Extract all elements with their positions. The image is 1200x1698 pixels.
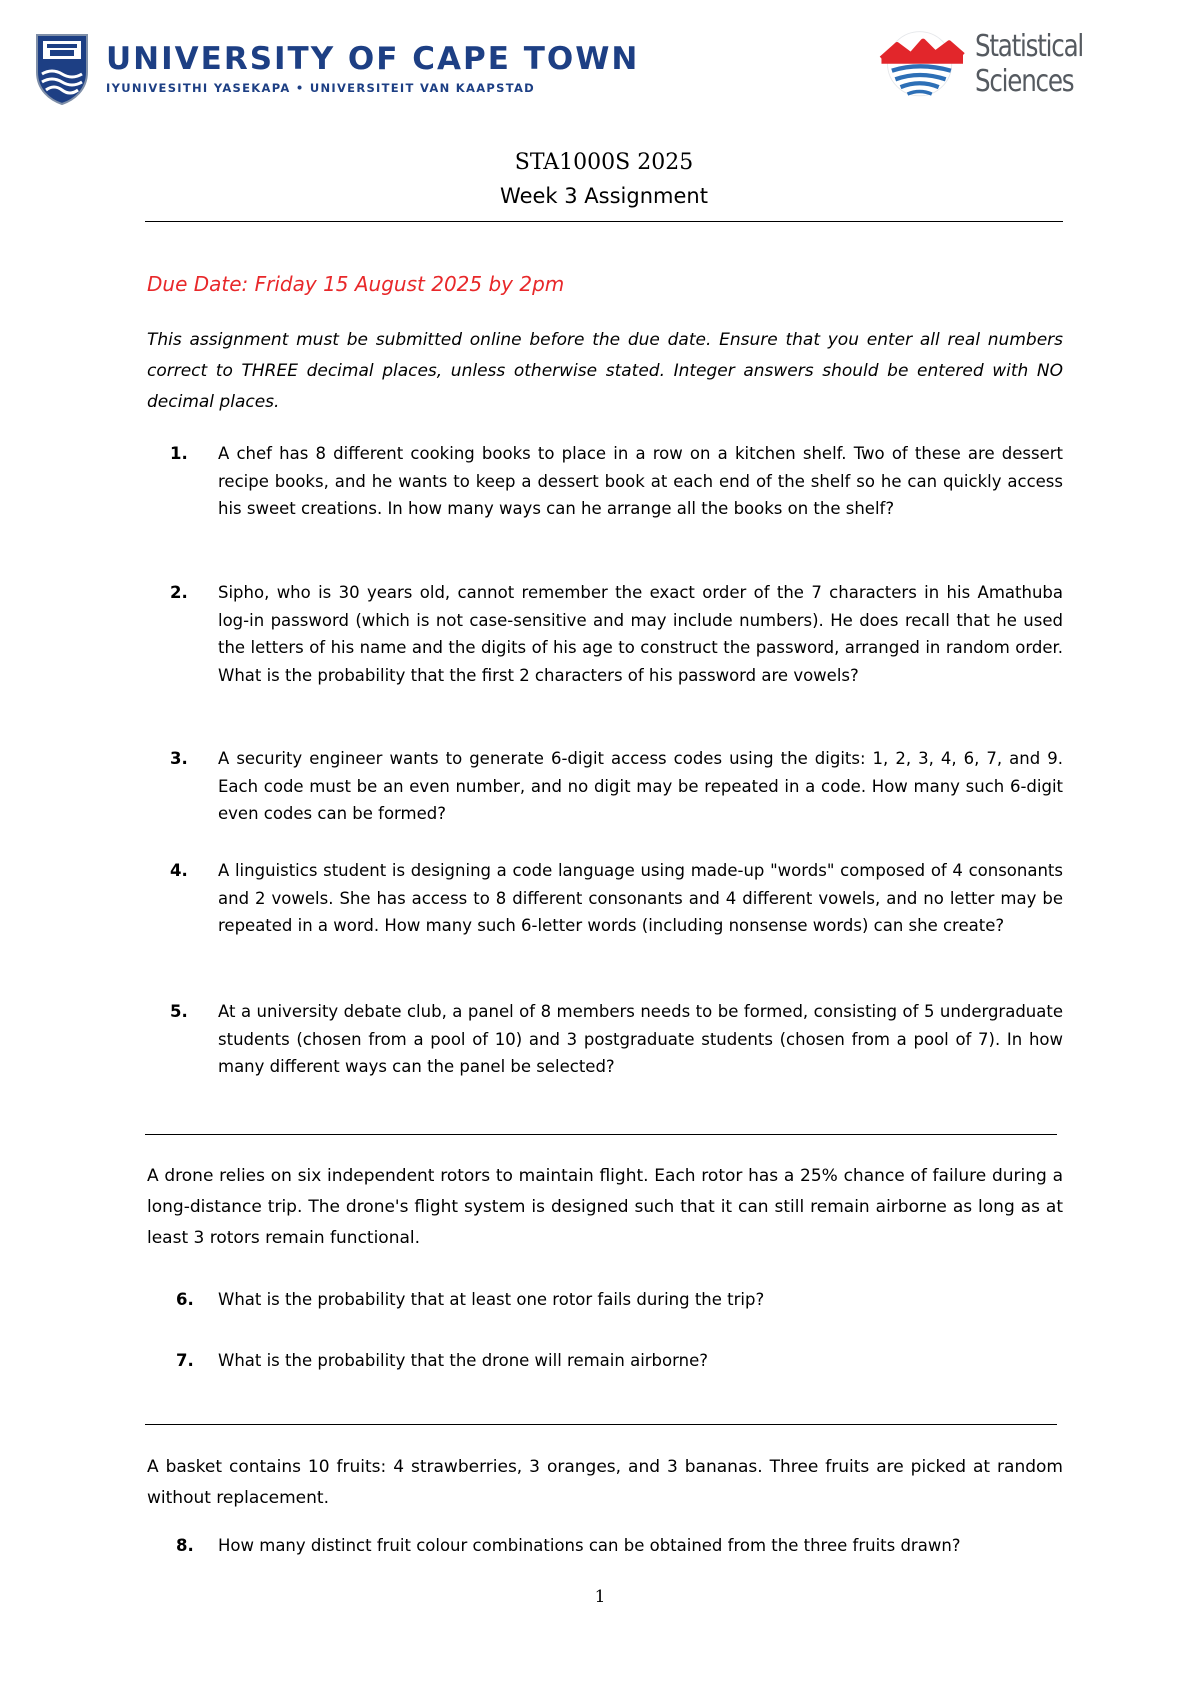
question-2 — [170, 579, 1063, 689]
question-number: 2. — [170, 583, 188, 602]
question-text: What is the probability that at least one rotor fails during the trip? — [218, 1290, 765, 1309]
university-subtitle: IYUNIVESITHI YASEKAPA • UNIVERSITEIT VAN KAAPSTAD — [106, 80, 536, 95]
course-code: STA1000S 2025 — [514, 150, 694, 175]
page-number: 1 — [594, 1587, 606, 1607]
uct-logo — [34, 32, 639, 106]
question-number: 6. — [176, 1290, 194, 1309]
question-text: A security engineer wants to generate 6-digit access codes using the digits: 1, 2, 3, 4, 6, 7, and 9. Each code must be an even number, and no digit may be repeated in a code. How many such 6-digit even codes can be formed? — [218, 749, 1063, 823]
fruit-intro: A basket contains 10 fruits: 4 strawberries, 3 oranges, and 3 bananas. Three fruits are picked at random without replacement. — [147, 1457, 1063, 1508]
question-1 — [170, 440, 1063, 523]
question-text: Sipho, who is 30 years old, cannot remember the exact order of the 7 characters in his Amathuba log-in password (which is not case-sensitive and may include numbers). He does recall that he used the letters of his name and the digits of his age to construct the password, arranged in random order. What is the probability that the first 2 characters of his password are vowels? — [218, 583, 1063, 685]
question-number: 5. — [170, 1002, 188, 1021]
question-4 — [170, 857, 1063, 940]
question-text: At a university debate club, a panel of 8 members needs to be formed, consisting of 5 undergraduate students (chosen from a pool of 10) and 3 postgraduate students (chosen from a pool of 7). In how many different ways can the panel be selected? — [218, 1002, 1063, 1076]
question-text: A linguistics student is designing a code language using made-up "words" composed of 4 consonants and 2 vowels. She has access to 8 different consonants and 4 different vowels, and no letter may be repeated in a word. How many such 6-letter words (including nonsense words) can she create? — [218, 861, 1063, 935]
section-divider — [145, 1134, 1057, 1135]
question-number: 4. — [170, 861, 188, 880]
due-date: Due Date: Friday 15 August 2025 by 2pm — [147, 272, 565, 296]
question-number: 1. — [170, 444, 188, 463]
question-6 — [176, 1286, 1069, 1314]
question-5 — [170, 998, 1063, 1081]
statistical-sciences-wave-icon — [878, 20, 965, 104]
title-divider — [145, 221, 1063, 222]
question-number: 7. — [176, 1351, 194, 1370]
question-3 — [170, 745, 1063, 828]
question-8 — [176, 1532, 1069, 1560]
question-7 — [176, 1347, 1069, 1375]
question-number: 8. — [176, 1536, 194, 1555]
university-name: UNIVERSITY OF CAPE TOWN — [106, 40, 640, 77]
question-text: What is the probability that the drone will remain airborne? — [218, 1351, 708, 1370]
drone-intro: A drone relies on six independent rotors to maintain flight. Each rotor has a 25% chance of failure during a long-distance trip. The drone's flight system is designed such that it can still remain airborne as long as at least 3 rotors remain functional. — [147, 1166, 1063, 1248]
question-text: A chef has 8 different cooking books to place in a row on a kitchen shelf. Two of these are dessert recipe books, and he wants to keep a dessert book at each end of the shelf so he can quickly access his sweet creations. In how many ways can he arrange all the books on the shelf? — [218, 444, 1063, 518]
instructions: This assignment must be submitted online before the due date. Ensure that you enter all real numbers correct to THREE decimal places, unless otherwise stated. Integer answers should be entered with NO decimal places. — [147, 330, 1063, 412]
statistical-sciences-logo — [878, 20, 1200, 104]
uct-crest-icon — [34, 32, 90, 106]
question-text: How many distinct fruit colour combinations can be obtained from the three fruits drawn? — [218, 1536, 961, 1555]
section-divider — [145, 1424, 1057, 1425]
department-name: Statistical Sciences — [974, 29, 1083, 99]
assignment-title: Week 3 Assignment — [500, 184, 708, 208]
question-number: 3. — [170, 749, 188, 768]
